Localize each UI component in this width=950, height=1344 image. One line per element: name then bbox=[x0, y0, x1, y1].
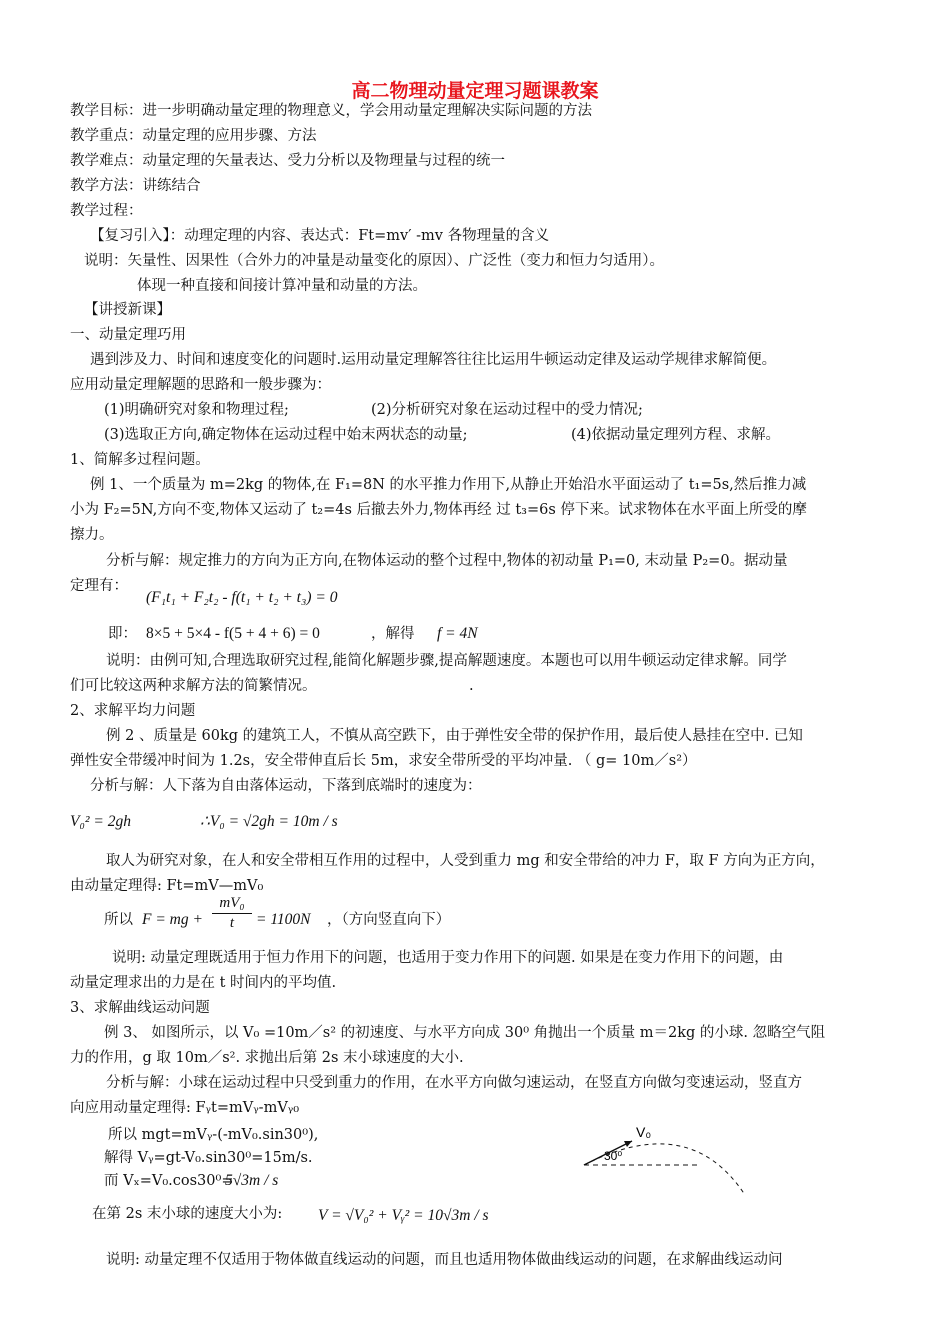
example-1-line-2: 小为 F₂=5N,方向不变,物体又运动了 t₂=4s 后撤去外力,物体再经 过 t₃=6s 停下来。试求物体在水平面上所受的摩 bbox=[70, 502, 807, 518]
note-2-line-1: 说明: 动量定理既适用于恒力作用下的问题，也适用于变力作用下的问题. 如果是在变力作用下的问题，由 bbox=[112, 950, 784, 966]
note-2-line-2: 动量定理求出的力是在 t 时间内的平均值. bbox=[70, 975, 337, 991]
step-1: (1)明确研究对象和物理过程; bbox=[104, 402, 289, 418]
review-note: 说明：矢量性、因果性（合外力的冲量是动量变化的原因）、广泛性（变力和恒力匀适用）。 bbox=[84, 253, 664, 269]
new-lesson-heading: 【讲授新课】 bbox=[84, 302, 171, 318]
equation-4-fraction bbox=[212, 895, 252, 932]
note-1-line-2: 们可比较这两种求解方法的简繁情况。 bbox=[70, 678, 317, 694]
subsection-2-heading: 2、求解平均力问题 bbox=[70, 703, 196, 719]
equation-3a: V₀² = 2gh bbox=[70, 813, 131, 830]
equation-2-result: f = 4N bbox=[437, 625, 478, 642]
equation-4-rhs: = 1100N bbox=[256, 911, 311, 928]
review-intro: 【复习引入】：动理定理的内容、表达式：Ft=mv′ -mv 各物理量的含义 bbox=[90, 228, 550, 244]
angle-label: 30⁰ bbox=[604, 1149, 623, 1163]
equation-1: (F₁t₁ + F₂t₂ - f(t₁ + t₂ + t₃) = 0 bbox=[146, 589, 338, 606]
equation-3b: ∴V₀ = √2gh = 10m / s bbox=[200, 813, 338, 830]
example-3-line-1: 例 3、 如图所示，以 V₀ =10m／s² 的初速度、与水平方向成 30⁰ 角抛出一个质量 m＝2kg 的小球. 忽略空气阻 bbox=[104, 1025, 826, 1041]
teaching-difficulty: 教学难点：动量定理的矢量表达、受力分析以及物理量与过程的统一 bbox=[70, 153, 505, 169]
section-1-paragraph: 遇到涉及力、时间和速度变化的问题时.运用动量定理解答往往比运用牛顿运动定律及运动学规律求解简便。 bbox=[90, 352, 777, 368]
page-title: 高二物理动量定理习题课教案 bbox=[351, 80, 599, 102]
equation-4-note: ，（方向竖直向下） bbox=[327, 912, 451, 928]
step-2: (2)分析研究对象在运动过程中的受力情况; bbox=[371, 402, 643, 418]
analysis-3-line-1: 分析与解：小球在运动过程中只受到重力的作用，在水平方向做匀速运动，在竖直方向做匀变速运动，竖直方 bbox=[106, 1075, 802, 1091]
step-3: (3)选取正方向,确定物体在运动过程中始末两状态的动量; bbox=[104, 427, 468, 443]
review-note-2: 体现一种直接和间接计算冲量和动量的方法。 bbox=[137, 278, 427, 294]
solution-step-3: 而 Vₓ=V₀.cos30⁰= bbox=[104, 1173, 234, 1189]
paragraph-2-line-1: 取人为研究对象，在人和安全带相互作用的过程中，人受到重力 mg 和安全带给的冲力 F，取 F 方向为正方向， bbox=[106, 853, 825, 869]
subsection-3-heading: 3、求解曲线运动问题 bbox=[70, 1000, 210, 1016]
equation-4-lhs: F = mg + bbox=[142, 911, 203, 928]
section-1-paragraph-cont: 应用动量定理解题的思路和一般步骤为： bbox=[70, 377, 331, 393]
teaching-key-point: 教学重点：动量定理的应用步骤、方法 bbox=[70, 128, 317, 144]
equation-2-prefix: 即： bbox=[108, 626, 137, 642]
example-1-line-3: 擦力。 bbox=[70, 527, 114, 543]
equation-2-mid: ，解得 bbox=[371, 626, 415, 642]
example-3-line-2: 力的作用，g 取 10m／s². 求抛出后第 2s 末小球速度的大小. bbox=[70, 1050, 464, 1066]
solution-step-4: 在第 2s 末小球的速度大小为: bbox=[92, 1206, 283, 1222]
teaching-goal: 教学目标：进一步明确动量定理的物理意义，学会用动量定理解决实际问题的方法 bbox=[70, 103, 592, 119]
step-4: (4)依据动量定理列方程、求解。 bbox=[571, 427, 781, 443]
fraction-bar bbox=[212, 913, 252, 914]
note-3: 说明: 动量定理不仅适用于物体做直线运动的问题，而且也适用物体做曲线运动的问题，在求解曲线运动问 bbox=[106, 1252, 783, 1268]
teaching-process: 教学过程： bbox=[70, 203, 143, 219]
section-1-heading: 一、动量定理巧用 bbox=[70, 327, 186, 343]
analysis-2: 分析与解：人下落为自由落体运动，下落到底端时的速度为： bbox=[90, 778, 482, 794]
example-1-line-1: 例 1、一个质量为 m=2kg 的物体,在 F₁=8N 的水平推力作用下,从静止开始沿水平面运动了 t₁=5s,然后推力减 bbox=[90, 477, 807, 493]
note-1-dot: . bbox=[469, 678, 474, 694]
note-1-line-1: 说明：由例可知,合理选取研究过程,能简化解题步骤,提高解题速度。本题也可以用牛顿运动定律求解。同学 bbox=[106, 653, 787, 669]
paragraph-2-line-2: 由动量定理得: Ft=mV—mV₀ bbox=[70, 878, 264, 894]
analysis-1-line-2: 定理有： bbox=[70, 578, 128, 594]
velocity-label: V₀ bbox=[636, 1124, 652, 1140]
analysis-3-line-2: 向应用动量定理得: Fᵧt=mVᵧ-mVᵧ₀ bbox=[70, 1100, 300, 1116]
equation-5: V = √V₀² + Vᵧ² = 10√3m / s bbox=[318, 1207, 489, 1224]
example-2-line-2: 弹性安全带缓冲时间为 1.2s，安全带伸直后长 5m，求安全带所受的平均冲量. （ g= 10m／s²） bbox=[70, 753, 697, 769]
equation-2: 8×5 + 5×4 - f(5 + 4 + 6) = 0 bbox=[146, 625, 320, 642]
fraction-numerator: mV₀ bbox=[219, 895, 245, 911]
subsection-1-heading: 1、简解多过程问题。 bbox=[70, 452, 210, 468]
projectile-figure bbox=[580, 1115, 780, 1205]
solution-step-1: 所以 mgt=mVᵧ-(-mV₀.sin30⁰), bbox=[108, 1127, 319, 1143]
fraction-denominator: t bbox=[229, 915, 235, 931]
equation-4-prefix: 所以 bbox=[104, 912, 133, 928]
analysis-1-line-1: 分析与解：规定推力的方向为正方向,在物体运动的整个过程中,物体的初动量 P₁=0, 末动量 P₂=0。据动量 bbox=[106, 553, 788, 569]
example-2-line-1: 例 2 、质量是 60kg 的建筑工人，不慎从高空跌下，由于弹性安全带的保护作用，最后使人悬挂在空中. 已知 bbox=[106, 728, 803, 744]
solution-step-3-value: 5√3m / s bbox=[225, 1172, 279, 1189]
teaching-method: 教学方法：讲练结合 bbox=[70, 178, 201, 194]
solution-step-2: 解得 Vᵧ=gt-V₀.sin30⁰=15m/s. bbox=[104, 1150, 313, 1166]
